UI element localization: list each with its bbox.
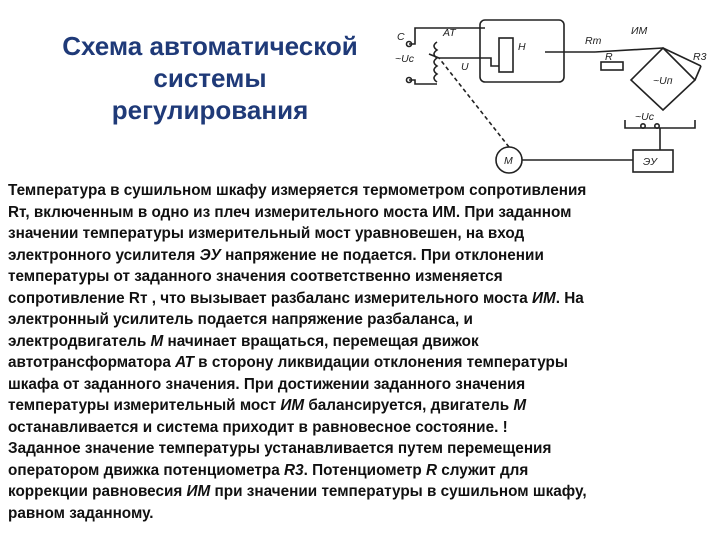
label-u: U: [461, 61, 469, 73]
title-line-3: регулирования: [111, 95, 309, 125]
text-line: [8, 352, 714, 374]
text-line: [8, 438, 714, 460]
italic-term: R: [425, 461, 437, 479]
label-m: M: [504, 155, 513, 167]
text-line: [8, 481, 714, 503]
italic-term: М: [150, 332, 164, 350]
text-segment: сопротивление Rт , что вызывает разбаланс измерительного моста: [8, 289, 532, 307]
label-im: ИМ: [631, 25, 648, 37]
text-line: [8, 460, 714, 482]
text-segment: в сторону ликвидации отклонения температуры: [193, 354, 568, 371]
title-line-1: Схема автоматической: [62, 31, 358, 61]
text-segment: служит для: [437, 461, 529, 479]
text-line: [8, 266, 714, 288]
slide-title: [30, 30, 390, 126]
text-segment: электронный усилитель подается напряжение разбаланса, и: [8, 311, 473, 328]
text-line: [8, 331, 714, 353]
text-segment: . На: [555, 289, 584, 307]
text-segment: коррекции равновесия: [8, 483, 187, 500]
wire-heater: [439, 58, 499, 66]
text-line: [8, 223, 714, 245]
text-line: [8, 374, 714, 396]
autotransformer-coil: [434, 42, 437, 82]
label-eu: ЭУ: [643, 156, 657, 168]
label-uc-left: ~Uc: [395, 53, 414, 65]
text-segment: температуры от заданного значения соответственно изменяется: [8, 268, 503, 285]
italic-term: ИМ: [186, 483, 211, 500]
text-segment: Rт, включенным в одно из плеч измерительного моста ИМ. При заданном: [8, 203, 572, 221]
label-c: C: [397, 31, 405, 43]
text-segment: значении температуры измерительный мост уравновешен, на вход: [8, 225, 525, 242]
text-segment: автотрансформатора: [8, 354, 176, 371]
control-system-schematic: [395, 10, 713, 180]
text-segment: равном заданному.: [8, 504, 154, 522]
text-line: [8, 503, 714, 525]
italic-term: R3: [284, 461, 304, 479]
label-un: ~Uп: [653, 75, 673, 87]
label-rt: Rт: [585, 35, 602, 47]
text-segment: оператором движка потенциометра: [8, 461, 285, 479]
text-line: [8, 288, 714, 310]
italic-term: ЭУ: [199, 246, 221, 264]
text-line: [8, 395, 714, 417]
text-segment: напряжение не подается. При отклонении: [220, 246, 544, 264]
text-segment: останавливается и система приходит в равновесное состояние. !: [8, 418, 508, 436]
amp-supply-terminal-left: [641, 124, 645, 128]
label-at: AT: [443, 27, 456, 39]
text-segment: Температура в сушильном шкафу измеряется термометром сопротивления: [8, 182, 587, 199]
text-segment: начинает вращаться, перемещая движок: [163, 332, 479, 350]
label-r: R: [605, 51, 613, 63]
text-line: [8, 180, 714, 202]
bridge-resistor-r: [601, 62, 623, 70]
label-h: H: [518, 41, 526, 53]
text-segment: электродвигатель: [8, 332, 151, 350]
text-line: [8, 309, 714, 331]
italic-term: АТ: [175, 354, 194, 371]
wire-bottom: [409, 80, 437, 84]
text-line: [8, 202, 714, 224]
text-line: [8, 245, 714, 267]
label-r3: R3: [693, 51, 707, 63]
text-segment: балансируется, двигатель: [304, 397, 514, 414]
description-text: [8, 180, 714, 524]
label-uc-right: ~Uc: [635, 111, 654, 123]
italic-term: ИМ: [531, 289, 556, 307]
title-line-2: системы: [153, 63, 267, 93]
heater-element: [499, 38, 513, 72]
text-segment: температуры измерительный мост: [8, 397, 281, 414]
italic-term: М: [513, 397, 527, 414]
text-line: [8, 417, 714, 439]
text-segment: при значении температуры в сушильном шкафу,: [210, 483, 587, 500]
italic-term: ИМ: [280, 397, 305, 414]
amp-supply-terminal-right: [655, 124, 659, 128]
text-segment: шкафа от заданного значения. При достижении заданного значения: [8, 375, 526, 393]
text-segment: электронного усилителя: [8, 246, 200, 264]
wire-r3-down: [695, 66, 701, 80]
text-segment: Заданное значение температуры устанавливается путем перемещения: [8, 440, 552, 457]
text-segment: . Потенциометр: [303, 461, 426, 479]
